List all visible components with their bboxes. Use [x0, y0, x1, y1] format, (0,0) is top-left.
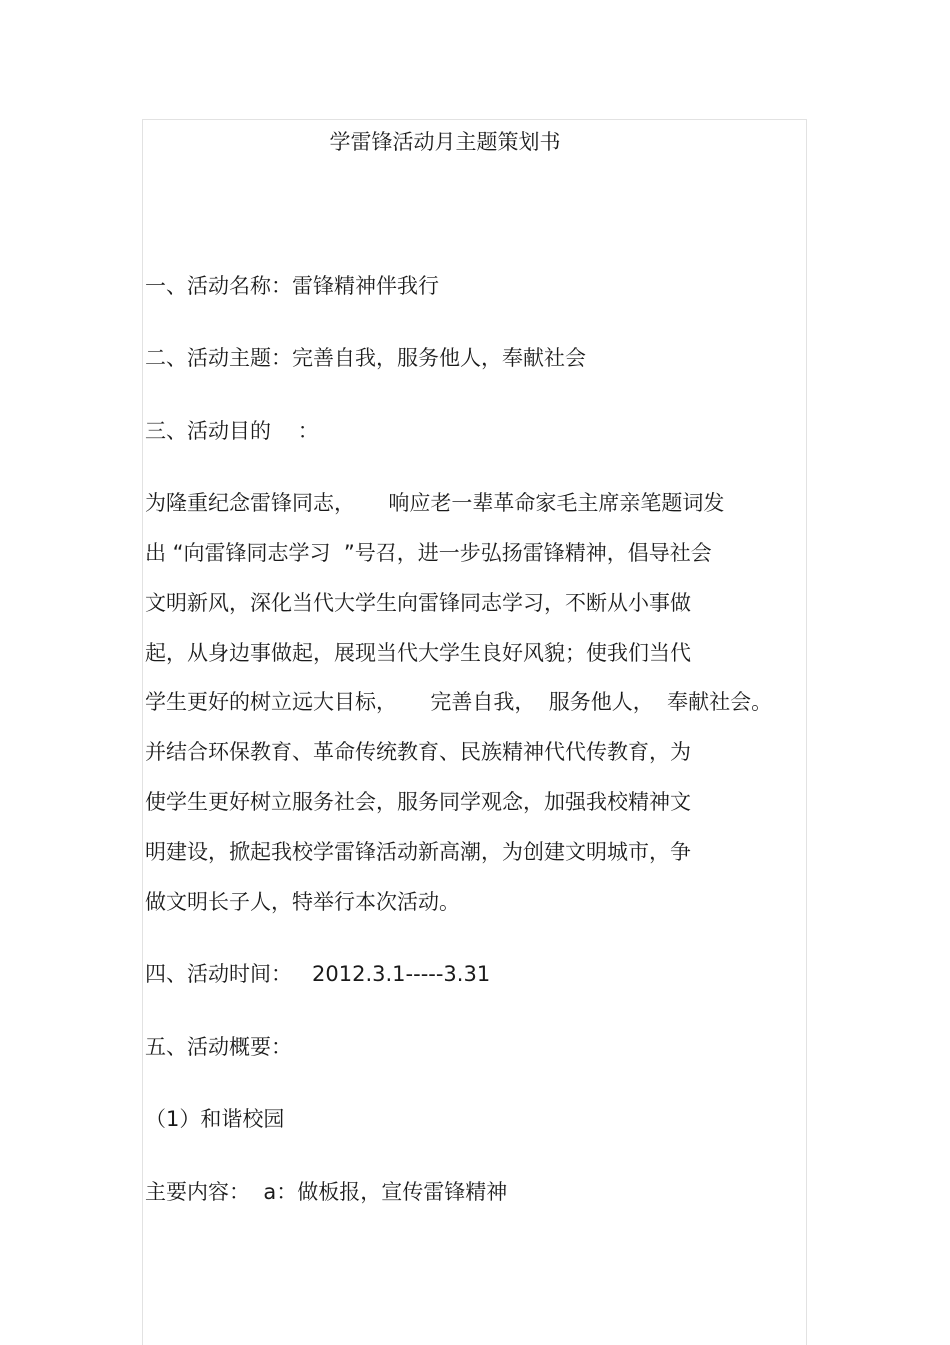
activity-name-line: 一、活动名称：雷锋精神伴我行 — [145, 274, 439, 298]
document-title: 学雷锋活动月主题策划书 — [329, 130, 561, 154]
purpose-paragraph-line: 做文明长子人，特举行本次活动。 — [145, 890, 460, 914]
activity-purpose-heading: 三、活动目的 ： — [145, 419, 319, 443]
page-frame — [142, 119, 807, 1345]
purpose-paragraph-line: 明建设，掀起我校学雷锋活动新高潮，为创建文明城市，争 — [145, 840, 691, 864]
activity-overview-heading: 五、活动概要： — [145, 1035, 292, 1059]
harmonious-campus-subheading: （1）和谐校园 — [145, 1107, 285, 1131]
purpose-paragraph-line: 学生更好的树立远大目标， 完善自我， 服务他人， 奉献社会。 — [145, 690, 773, 714]
purpose-paragraph-line: 使学生更好树立服务社会，服务同学观念，加强我校精神文 — [145, 790, 691, 814]
activity-theme-line: 二、活动主题：完善自我，服务他人，奉献社会 — [145, 346, 586, 370]
purpose-paragraph-line: 起，从身边事做起，展现当代大学生良好风貌；使我们当代 — [145, 641, 691, 665]
purpose-paragraph-line: 为隆重纪念雷锋同志， 响应老一辈革命家毛主席亲笔题词发 — [145, 491, 725, 515]
main-content-line: 主要内容： a：做板报，宣传雷锋精神 — [145, 1180, 508, 1204]
purpose-paragraph-line: 出 “向雷锋同志学习 ”号召，进一步弘扬雷锋精神，倡导社会 — [145, 541, 712, 565]
purpose-paragraph-line: 文明新风，深化当代大学生向雷锋同志学习，不断从小事做 — [145, 591, 691, 615]
purpose-paragraph-line: 并结合环保教育、革命传统教育、民族精神代代传教育，为 — [145, 740, 691, 764]
activity-time-line: 四、活动时间： 2012.3.1-----3.31 — [145, 962, 491, 986]
